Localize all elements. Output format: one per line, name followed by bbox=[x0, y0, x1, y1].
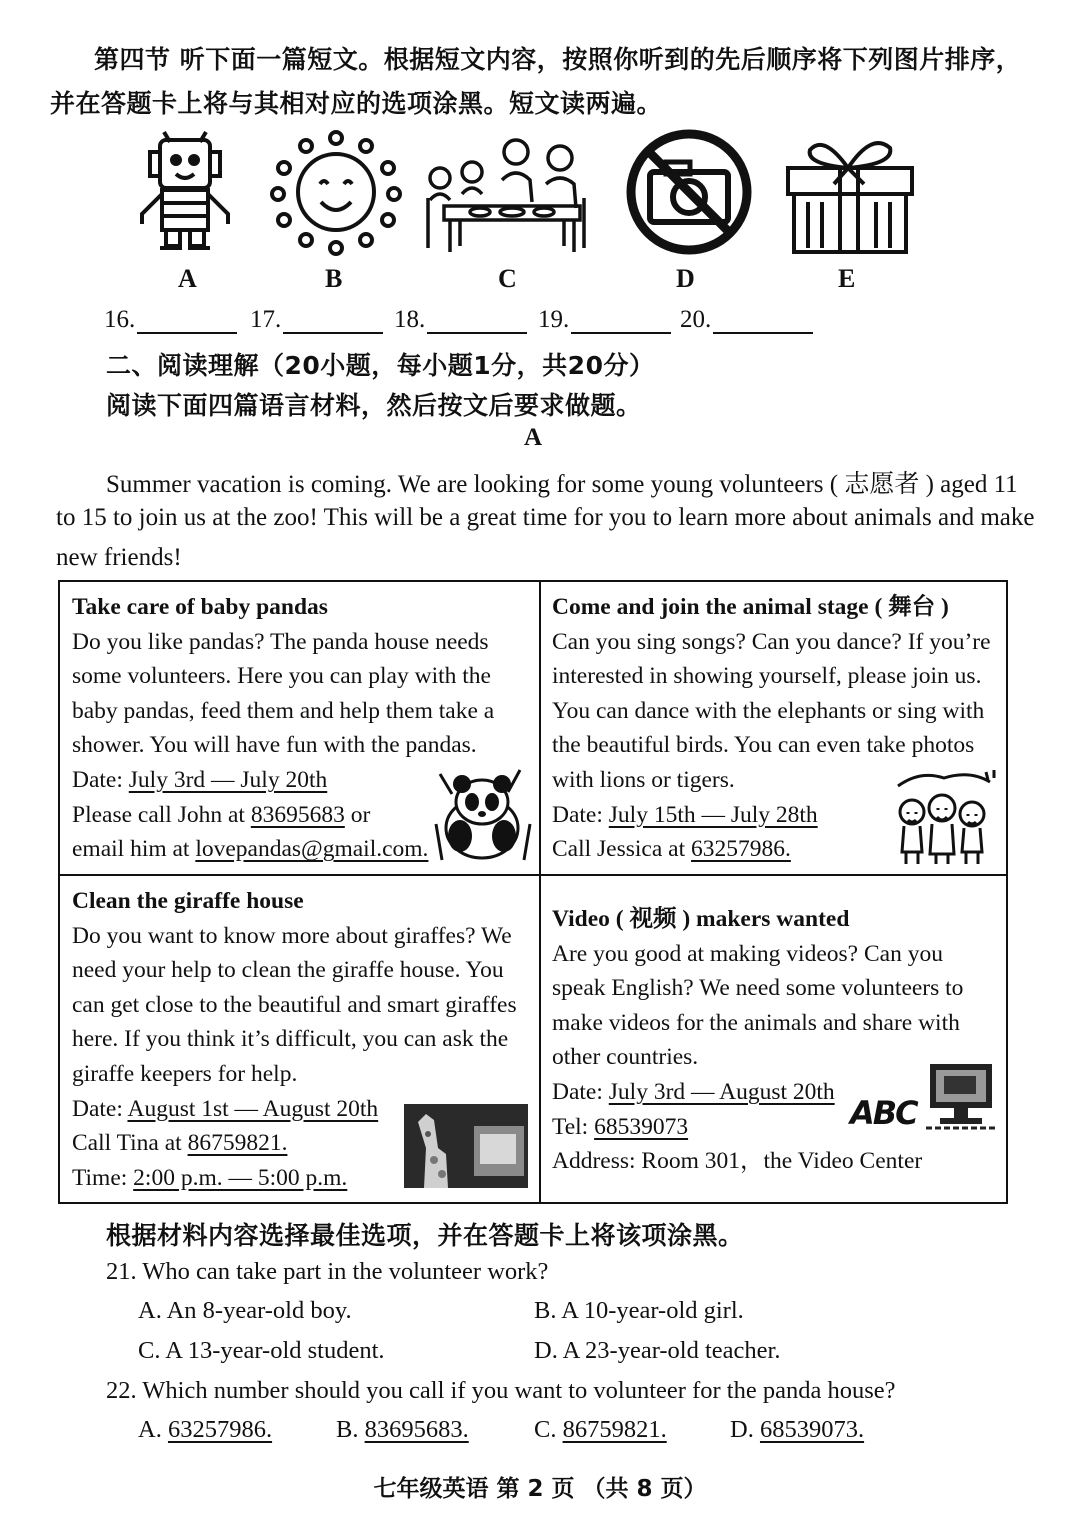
cell-date: Date: August 1st — August 20th bbox=[72, 1095, 379, 1122]
gift-box-icon bbox=[784, 128, 916, 256]
cell-call: Please call John at 83695683 or bbox=[72, 801, 371, 828]
cell-date: Date: July 3rd — July 20th bbox=[72, 766, 328, 793]
q22-option-d[interactable]: D. 68539073. bbox=[730, 1416, 865, 1443]
cell-line: some volunteers. Here you can play with the bbox=[72, 663, 491, 690]
cell-email: email him at lovepandas@gmail.com. bbox=[72, 836, 429, 863]
q21-option-b[interactable]: B. A 10-year-old girl. bbox=[534, 1297, 744, 1324]
giraffe-photo bbox=[404, 1104, 528, 1192]
cell-line: Do you want to know more about giraffes? We bbox=[72, 922, 512, 949]
part2-instruction: 阅读下面四篇语言材料，然后按文后要求做题。 bbox=[106, 391, 642, 420]
passage-intro-3: new friends! bbox=[56, 544, 182, 571]
cell-call: Call Tina at 86759821. bbox=[72, 1130, 288, 1157]
passage-intro-1: Summer vacation is coming. We are looking for some young volunteers ( 志愿者 ) aged 11 bbox=[106, 471, 1018, 498]
part2-heading: 二、阅读理解（20小题，每小题1分，共20分） bbox=[106, 351, 655, 380]
q21-option-c[interactable]: C. A 13-year-old student. bbox=[138, 1337, 385, 1364]
passage-letter: A bbox=[524, 424, 543, 451]
cell-call: Call Jessica at 63257986. bbox=[552, 836, 791, 863]
picture-label-e: E bbox=[838, 264, 856, 293]
cell-pandas bbox=[72, 590, 494, 867]
no-camera-icon bbox=[616, 128, 762, 256]
computer-monitor-icon bbox=[926, 1060, 998, 1140]
cell-line: Can you sing songs? Can you dance? If you’re bbox=[552, 628, 991, 655]
cell-video bbox=[552, 902, 963, 1179]
cell-date: Date: July 15th — July 28th bbox=[552, 801, 818, 828]
picture-label-a: A bbox=[178, 264, 197, 293]
abc-text-logo: ABC bbox=[850, 1094, 917, 1132]
section4-line1: 第四节 听下面一篇短文。根据短文内容，按照你听到的先后顺序将下列图片排序， bbox=[94, 45, 1022, 74]
cell-address: Address: Room 301，the Video Center bbox=[552, 1148, 923, 1175]
picture-label-c: C bbox=[498, 264, 517, 293]
cell-line: baby pandas, feed them and help them take a bbox=[72, 697, 495, 724]
family-dinner-icon bbox=[420, 128, 590, 256]
cell-title: Video ( 视频 ) makers wanted bbox=[552, 906, 850, 932]
q22-option-b[interactable]: B. 83695683. bbox=[336, 1416, 469, 1443]
question-22-stem: 22. Which number should you call if you want to volunteer for the panda house? bbox=[106, 1377, 896, 1404]
cell-line: You can dance with the elephants or sing with bbox=[552, 697, 985, 724]
cell-time: Time: 2:00 p.m. — 5:00 p.m. bbox=[72, 1164, 348, 1191]
cell-line: here. If you think it’s difficult, you can ask the bbox=[72, 1026, 509, 1053]
cell-tel: Tel: 68539073 bbox=[552, 1113, 689, 1140]
picture-label-b: B bbox=[325, 264, 343, 293]
cell-line: with lions or tigers. bbox=[552, 766, 735, 793]
cell-line: need your help to clean the giraffe house. You bbox=[72, 957, 504, 984]
sun-icon bbox=[266, 128, 406, 256]
page-footer: 七年级英语 第 2 页 （共 8 页） bbox=[373, 1476, 707, 1502]
passage-intro-2: to 15 to join us at the zoo! This will be a great time for you to learn more about animals and make bbox=[56, 504, 1035, 531]
q21-option-a[interactable]: A. An 8-year-old boy. bbox=[138, 1297, 352, 1324]
cell-title: Come and join the animal stage ( 舞台 ) bbox=[552, 594, 949, 620]
volunteer-table bbox=[58, 580, 1008, 1204]
panda-icon bbox=[432, 764, 532, 868]
blank-19[interactable]: 19. bbox=[538, 306, 671, 334]
section4-line2: 并在答题卡上将与其相对应的选项涂黑。短文读两遍。 bbox=[50, 89, 663, 118]
blank-20[interactable]: 20. bbox=[680, 306, 813, 334]
questions-instruction: 根据材料内容选择最佳选项，并在答题卡上将该项涂黑。 bbox=[106, 1221, 744, 1250]
picture-label-d: D bbox=[676, 264, 695, 293]
cell-line: giraffe keepers for help. bbox=[72, 1060, 298, 1087]
cell-line: Are you good at making videos? Can you bbox=[552, 940, 943, 967]
cell-line: other countries. bbox=[552, 1044, 699, 1071]
robot-icon bbox=[130, 128, 240, 258]
singing-kids-icon bbox=[890, 768, 1000, 870]
question-21-stem: 21. Who can take part in the volunteer work? bbox=[106, 1258, 549, 1285]
blank-17[interactable]: 17. bbox=[250, 306, 383, 334]
q22-option-a[interactable]: A. 63257986. bbox=[138, 1416, 273, 1443]
cell-line: interested in showing yourself, please join us. bbox=[552, 663, 982, 690]
q21-option-d[interactable]: D. A 23-year-old teacher. bbox=[534, 1337, 781, 1364]
cell-line: make videos for the animals and share with bbox=[552, 1009, 960, 1036]
cell-date: Date: July 3rd — August 20th bbox=[552, 1078, 835, 1105]
cell-line: shower. You will have fun with the pandas. bbox=[72, 732, 477, 759]
email-link[interactable]: lovepandas@gmail.com. bbox=[195, 836, 429, 863]
cell-line: Do you like pandas? The panda house needs bbox=[72, 628, 489, 655]
cell-title: Clean the giraffe house bbox=[72, 888, 304, 914]
cell-line: speak English? We need some volunteers to bbox=[552, 975, 964, 1002]
blank-18[interactable]: 18. bbox=[394, 306, 527, 334]
q22-option-c[interactable]: C. 86759821. bbox=[534, 1416, 667, 1443]
blank-16[interactable]: 16. bbox=[104, 306, 237, 334]
cell-line: the beautiful birds. You can even take photos bbox=[552, 732, 975, 759]
cell-line: can get close to the beautiful and smart giraffes bbox=[72, 991, 517, 1018]
cell-title: Take care of baby pandas bbox=[72, 594, 328, 620]
